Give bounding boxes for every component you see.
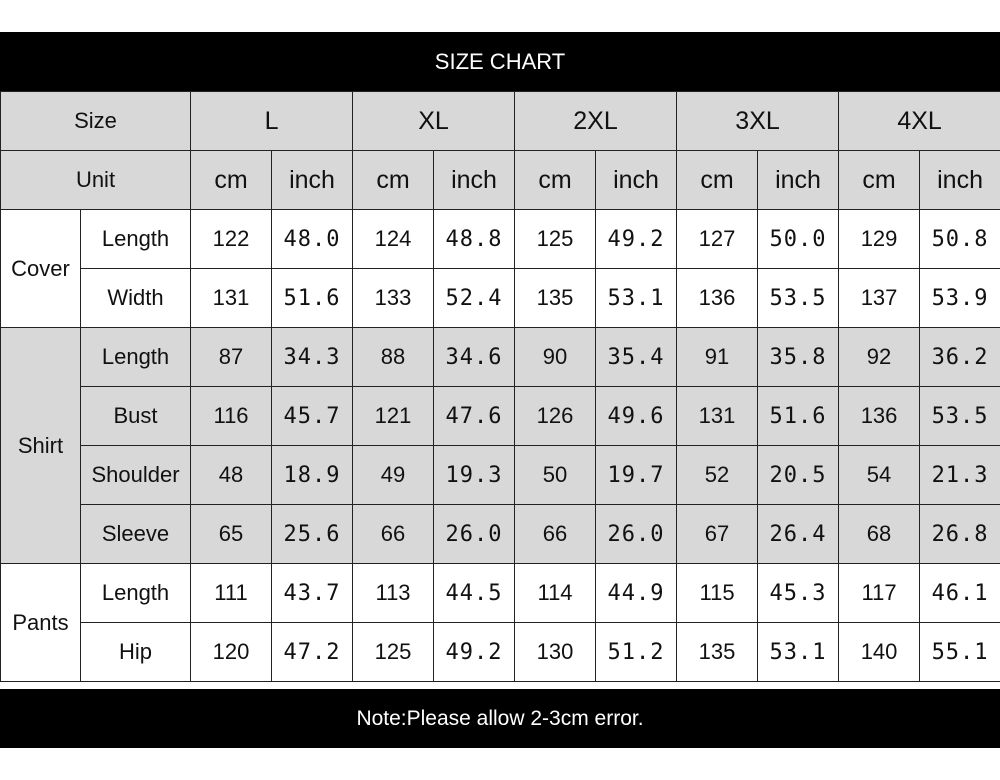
value-inch: 44.9	[596, 564, 677, 623]
unit-inch: inch	[596, 151, 677, 210]
value-inch: 51.6	[272, 269, 353, 328]
value-cm: 90	[515, 328, 596, 387]
category-label: Pants	[1, 564, 81, 682]
value-cm: 125	[353, 623, 434, 682]
value-cm: 129	[839, 210, 920, 269]
value-cm: 66	[515, 505, 596, 564]
value-cm: 116	[191, 387, 272, 446]
value-inch: 45.7	[272, 387, 353, 446]
table-row	[1, 505, 1000, 564]
value-inch: 50.0	[758, 210, 839, 269]
size-name: 3XL	[677, 92, 839, 151]
measurement-label: Shoulder	[81, 446, 191, 505]
measurement-label: Length	[81, 210, 191, 269]
value-cm: 137	[839, 269, 920, 328]
value-cm: 133	[353, 269, 434, 328]
value-cm: 136	[839, 387, 920, 446]
value-inch: 34.3	[272, 328, 353, 387]
unit-cm: cm	[515, 151, 596, 210]
value-inch: 25.6	[272, 505, 353, 564]
value-inch: 45.3	[758, 564, 839, 623]
value-cm: 54	[839, 446, 920, 505]
size-chart-table	[0, 91, 1000, 682]
unit-label: Unit	[1, 151, 191, 210]
value-cm: 92	[839, 328, 920, 387]
category-label: Cover	[1, 210, 81, 328]
unit-inch: inch	[920, 151, 1000, 210]
value-inch: 19.7	[596, 446, 677, 505]
unit-header-row	[1, 151, 1000, 210]
unit-inch: inch	[272, 151, 353, 210]
value-inch: 50.8	[920, 210, 1000, 269]
value-cm: 124	[353, 210, 434, 269]
value-cm: 48	[191, 446, 272, 505]
table-row	[1, 564, 1000, 623]
unit-inch: inch	[434, 151, 515, 210]
value-inch: 53.5	[758, 269, 839, 328]
size-header-row	[1, 92, 1000, 151]
value-inch: 18.9	[272, 446, 353, 505]
value-cm: 67	[677, 505, 758, 564]
value-cm: 135	[677, 623, 758, 682]
value-inch: 20.5	[758, 446, 839, 505]
value-cm: 68	[839, 505, 920, 564]
measurement-label: Bust	[81, 387, 191, 446]
value-inch: 53.1	[596, 269, 677, 328]
value-inch: 26.4	[758, 505, 839, 564]
size-name: XL	[353, 92, 515, 151]
value-cm: 117	[839, 564, 920, 623]
table-row	[1, 623, 1000, 682]
value-inch: 51.6	[758, 387, 839, 446]
unit-cm: cm	[839, 151, 920, 210]
value-cm: 125	[515, 210, 596, 269]
value-inch: 55.1	[920, 623, 1000, 682]
measurement-label: Sleeve	[81, 505, 191, 564]
value-inch: 46.1	[920, 564, 1000, 623]
value-inch: 49.2	[596, 210, 677, 269]
value-cm: 49	[353, 446, 434, 505]
value-inch: 48.8	[434, 210, 515, 269]
value-cm: 50	[515, 446, 596, 505]
value-cm: 114	[515, 564, 596, 623]
value-cm: 111	[191, 564, 272, 623]
value-cm: 87	[191, 328, 272, 387]
value-cm: 135	[515, 269, 596, 328]
value-inch: 53.5	[920, 387, 1000, 446]
value-cm: 66	[353, 505, 434, 564]
measurement-label: Length	[81, 564, 191, 623]
value-inch: 52.4	[434, 269, 515, 328]
value-inch: 47.6	[434, 387, 515, 446]
table-row	[1, 210, 1000, 269]
value-cm: 131	[191, 269, 272, 328]
value-inch: 35.8	[758, 328, 839, 387]
measurement-label: Length	[81, 328, 191, 387]
category-label: Shirt	[1, 328, 81, 564]
value-cm: 65	[191, 505, 272, 564]
value-inch: 48.0	[272, 210, 353, 269]
note-bar: Note:Please allow 2-3cm error.	[0, 689, 1000, 748]
value-inch: 26.8	[920, 505, 1000, 564]
value-inch: 53.1	[758, 623, 839, 682]
value-inch: 34.6	[434, 328, 515, 387]
value-cm: 136	[677, 269, 758, 328]
value-cm: 131	[677, 387, 758, 446]
value-inch: 53.9	[920, 269, 1000, 328]
value-inch: 43.7	[272, 564, 353, 623]
table-row	[1, 446, 1000, 505]
value-inch: 51.2	[596, 623, 677, 682]
value-inch: 26.0	[434, 505, 515, 564]
value-inch: 35.4	[596, 328, 677, 387]
table-row	[1, 269, 1000, 328]
unit-cm: cm	[353, 151, 434, 210]
unit-cm: cm	[191, 151, 272, 210]
measurement-label: Width	[81, 269, 191, 328]
value-cm: 127	[677, 210, 758, 269]
value-cm: 88	[353, 328, 434, 387]
size-label: Size	[1, 92, 191, 151]
value-inch: 49.6	[596, 387, 677, 446]
unit-inch: inch	[758, 151, 839, 210]
table-row	[1, 387, 1000, 446]
value-cm: 130	[515, 623, 596, 682]
value-cm: 91	[677, 328, 758, 387]
size-name: L	[191, 92, 353, 151]
value-cm: 126	[515, 387, 596, 446]
unit-cm: cm	[677, 151, 758, 210]
table-row	[1, 328, 1000, 387]
value-inch: 21.3	[920, 446, 1000, 505]
value-inch: 19.3	[434, 446, 515, 505]
measurement-label: Hip	[81, 623, 191, 682]
size-name: 2XL	[515, 92, 677, 151]
value-inch: 26.0	[596, 505, 677, 564]
value-cm: 121	[353, 387, 434, 446]
value-cm: 115	[677, 564, 758, 623]
value-inch: 49.2	[434, 623, 515, 682]
value-inch: 44.5	[434, 564, 515, 623]
value-inch: 47.2	[272, 623, 353, 682]
value-cm: 140	[839, 623, 920, 682]
value-cm: 52	[677, 446, 758, 505]
value-cm: 113	[353, 564, 434, 623]
value-inch: 36.2	[920, 328, 1000, 387]
value-cm: 122	[191, 210, 272, 269]
value-cm: 120	[191, 623, 272, 682]
size-chart-title: SIZE CHART	[0, 32, 1000, 91]
size-name: 4XL	[839, 92, 1000, 151]
